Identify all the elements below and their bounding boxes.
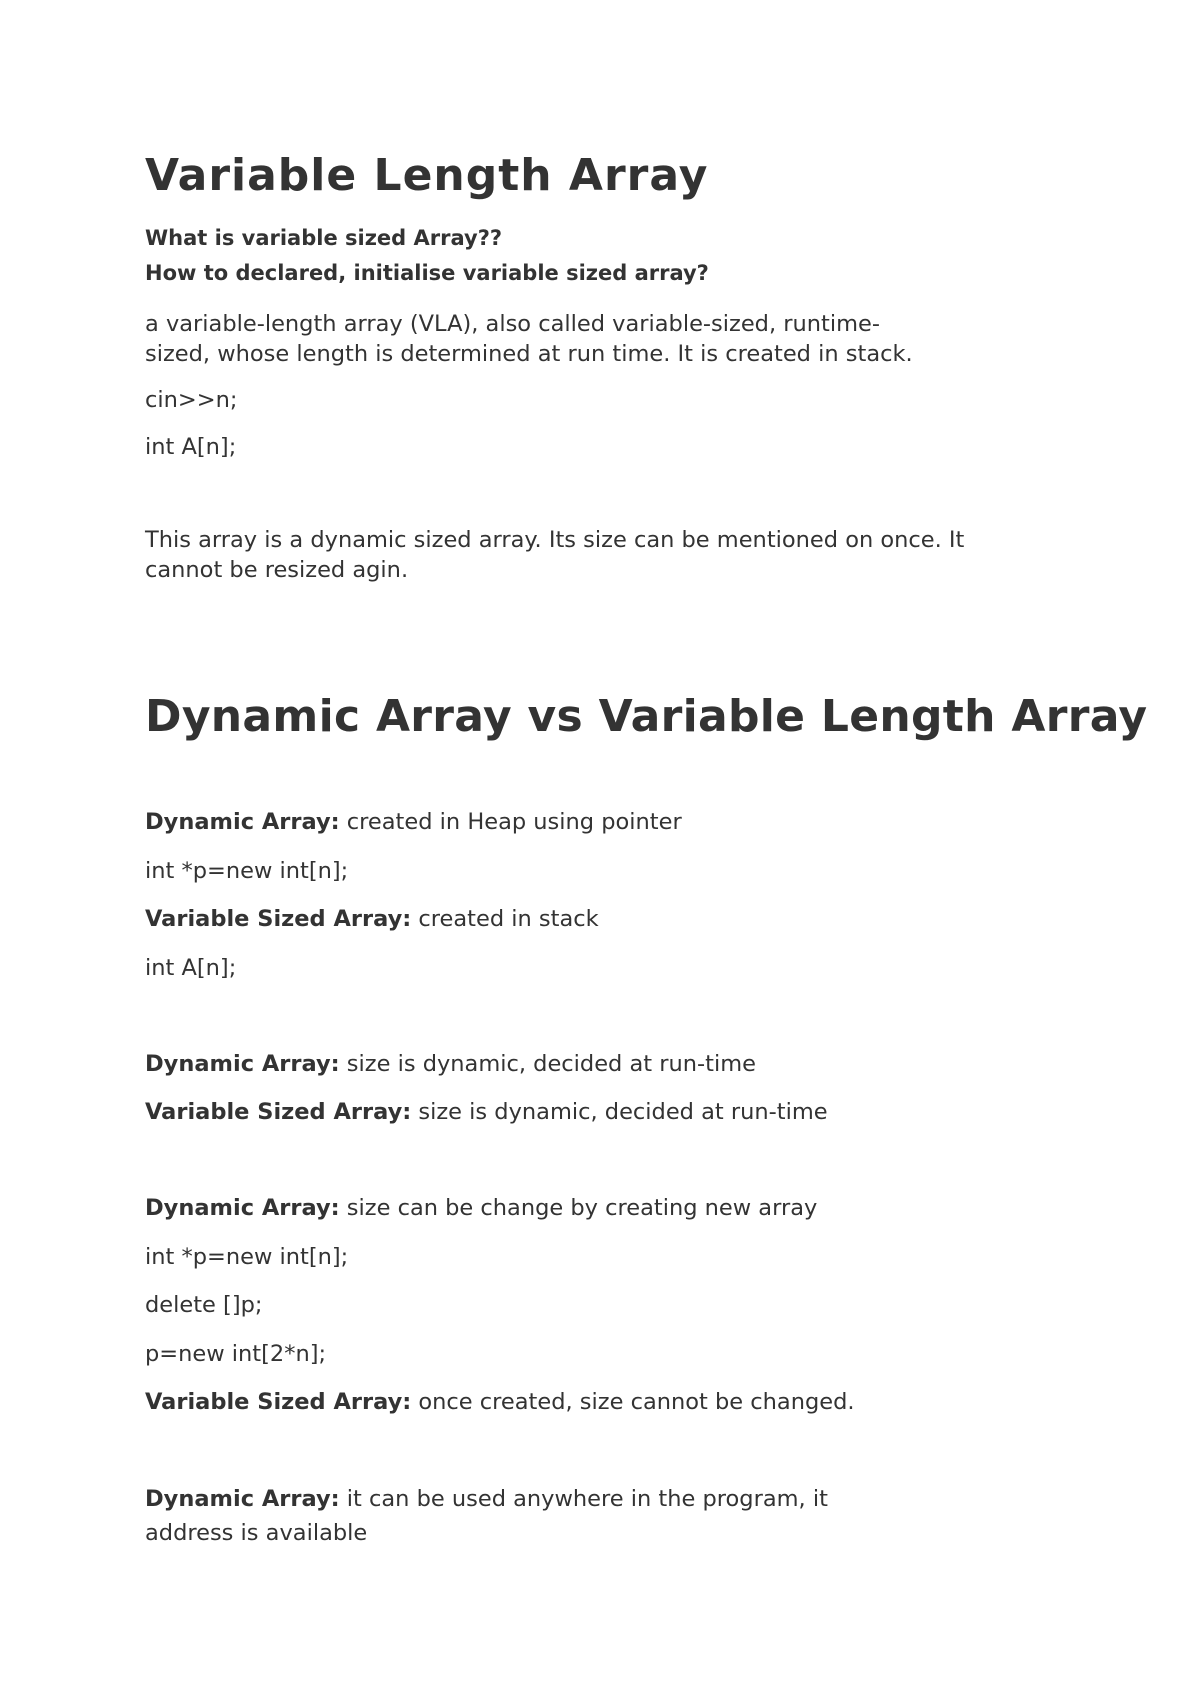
code-cin: cin>>n;: [145, 387, 238, 413]
comparison-1-dynamic-code: int *p=new int[n];: [145, 858, 349, 884]
comparison-text: once created, size cannot be changed.: [411, 1389, 855, 1415]
dynamic-label: Dynamic Array:: [145, 1486, 340, 1512]
comparison-text: size is dynamic, decided at run-time: [411, 1099, 828, 1125]
code-int-array: int A[n];: [145, 434, 237, 460]
comparison-1-dynamic: [145, 807, 682, 837]
comparison-text: size is dynamic, decided at run-time: [339, 1051, 756, 1077]
comparison-3-code-1: int *p=new int[n];: [145, 1244, 349, 1270]
note-line-1: This array is a dynamic sized array. Its size can be mentioned on once. It: [145, 527, 965, 553]
dynamic-label: Dynamic Array:: [145, 1195, 340, 1221]
comparison-3-code-2: delete []p;: [145, 1292, 263, 1318]
intro-line-2: sized, whose length is determined at run time. It is created in stack.: [145, 341, 913, 367]
comparison-1-variable-code: int A[n];: [145, 955, 237, 981]
comparison-text: it can be used anywhere in the program, it: [339, 1486, 828, 1512]
comparison-3-dynamic: [145, 1193, 817, 1223]
section-title: Dynamic Array vs Variable Length Array: [145, 691, 1148, 742]
variable-label: Variable Sized Array:: [145, 1099, 412, 1125]
question-2: How to declared, initialise variable sized array?: [145, 261, 709, 285]
comparison-4-dynamic: [145, 1484, 828, 1514]
note-line-2: cannot be resized agin.: [145, 557, 409, 583]
comparison-3-code-3: p=new int[2*n];: [145, 1341, 327, 1367]
comparison-2-variable: [145, 1097, 828, 1127]
variable-label: Variable Sized Array:: [145, 906, 412, 932]
comparison-4-dynamic-line-2: address is available: [145, 1520, 368, 1546]
page-title: Variable Length Array: [145, 150, 709, 201]
question-1: What is variable sized Array??: [145, 226, 503, 250]
comparison-text: size can be change by creating new array: [339, 1195, 818, 1221]
comparison-1-variable: [145, 904, 599, 934]
variable-label: Variable Sized Array:: [145, 1389, 412, 1415]
comparison-text: created in stack: [411, 906, 599, 932]
dynamic-label: Dynamic Array:: [145, 1051, 340, 1077]
comparison-2-dynamic: [145, 1049, 756, 1079]
dynamic-label: Dynamic Array:: [145, 809, 340, 835]
comparison-text: created in Heap using pointer: [339, 809, 682, 835]
comparison-3-variable: [145, 1387, 855, 1417]
intro-line-1: a variable-length array (VLA), also called variable-sized, runtime-: [145, 311, 880, 337]
